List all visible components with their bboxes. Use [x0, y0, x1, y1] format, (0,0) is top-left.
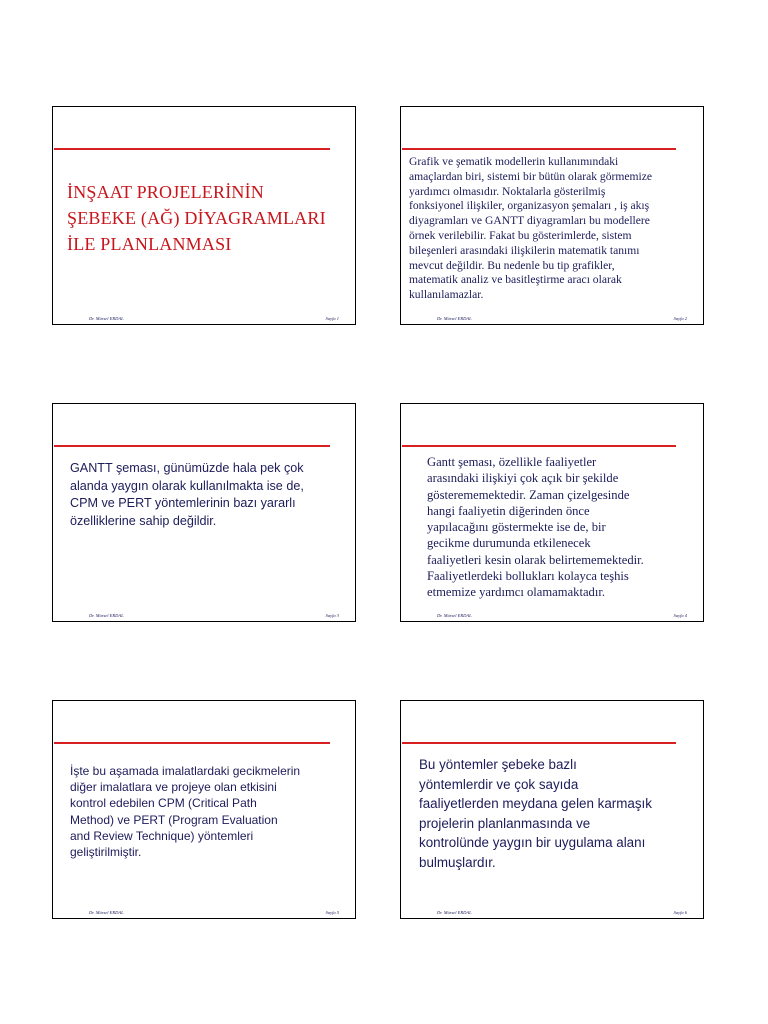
- slide-6-footer-page: Sayfa 6: [673, 910, 687, 915]
- slide-4-footer-author: Dr. Mürsel ERDAL: [437, 613, 472, 618]
- slide-5: [52, 700, 356, 919]
- slide-3-rule: [54, 445, 330, 447]
- slide-4-footer-page: Sayfa 4: [673, 613, 687, 618]
- slide-3: [52, 403, 356, 622]
- slide-6-footer-author: Dr. Mürsel ERDAL: [437, 910, 472, 915]
- slide-2-rule: [402, 148, 676, 150]
- slide-3-body: GANTT şeması, günümüzde hala pek çok alanda yaygın olarak kullanılmakta ise de, CPM ve PERT yöntemlerinin bazı yararlı özelliklerine sahip değildir.: [70, 461, 304, 528]
- slide-1-title: İNŞAAT PROJELERİNİN ŞEBEKE (AĞ) DİYAGRAMLARI İLE PLANLANMASI: [67, 182, 326, 254]
- slide-4: [400, 403, 704, 622]
- slide-4-body: Gantt şeması, özellikle faaliyetler arasındaki ilişkiyi çok açık bir şekilde gösterememektedir. Zaman çizelgesinde hangi faaliyetin diğerinden önce yapılacağını göstermekte ise de, bir gecikme durumunda etkilenecek faaliyetleri kesin olarak belirtememektedir. Faaliyetlerdeki bollukları kolayca teşhis etmemize yardımcı olamamaktadır.: [427, 455, 644, 600]
- slide-5-rule: [54, 742, 330, 744]
- slide-2: [400, 106, 704, 325]
- slide-1-footer-page: Sayfa 1: [325, 316, 339, 321]
- slide-3-footer-author: Dr. Mürsel ERDAL: [89, 613, 124, 618]
- slide-2-footer-page: Sayfa 2: [673, 316, 687, 321]
- slide-1: [52, 106, 356, 325]
- slide-6-rule: [402, 742, 676, 744]
- slide-6: [400, 700, 704, 919]
- slide-2-body: Grafik ve şematik modellerin kullanımındaki amaçlardan biri, sistemi bir bütün olarak görmemize yardımcı olmasıdır. Noktalarla gösterilmiş fonksiyonel ilişkiler, organizasyon şemaları , iş akış diyagramları ve GANTT diyagramları bu modellere örnek verilebilir. Fakat bu gösterimlerde, sistem bileşenleri arasındaki ilişkilerin matematik tanımı mevcut değildir. Bu nedenle bu tip grafikler, matematik analiz ve basitleştirme aracı olarak kullanılamazlar.: [409, 155, 653, 302]
- slide-4-rule: [402, 445, 676, 447]
- slide-5-body: İşte bu aşamada imalatlardaki gecikmelerin diğer imalatlara ve projeye olan etkisini kontrol edebilen CPM (Critical Path Method) ve PERT (Program Evaluation and Review Technique) yöntemleri geliştirilmiştir.: [70, 764, 301, 860]
- slide-5-footer-page: Sayfa 5: [325, 910, 339, 915]
- slide-6-body: Bu yöntemler şebeke bazlı yöntemlerdir ve çok sayıda faaliyetlerden meydana gelen karmaşık projelerin planlanmasında ve kontrolünde yaygın bir uygulama alanı bulmuşlardır.: [419, 757, 652, 870]
- slide-1-footer-author: Dr. Mürsel ERDAL: [89, 316, 124, 321]
- slide-1-rule: [54, 148, 330, 150]
- slide-3-footer-page: Sayfa 3: [325, 613, 339, 618]
- slide-2-footer-author: Dr. Mürsel ERDAL: [437, 316, 472, 321]
- slide-5-footer-author: Dr. Mürsel ERDAL: [89, 910, 124, 915]
